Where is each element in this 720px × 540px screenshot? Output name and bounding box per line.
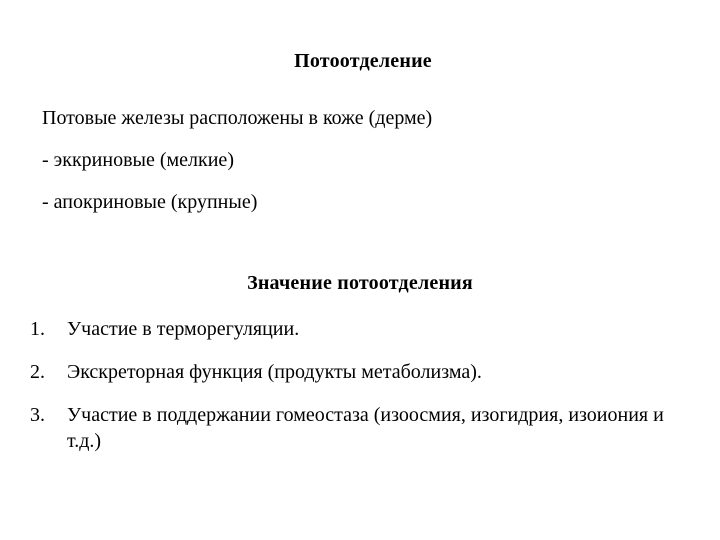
- list-item: [30, 402, 690, 454]
- gland-type-eccrine: - эккриновые (мелкие): [42, 149, 234, 171]
- list-item-number: 3.: [30, 404, 45, 426]
- heading-sweating-significance: Значение потоотделения: [247, 272, 473, 294]
- heading-sweating: [0, 50, 720, 73]
- list-item-text: Участие в терморегуляции.: [67, 318, 300, 340]
- list-item-number: 2.: [30, 361, 45, 383]
- intro-text: Потовые железы расположены в коже (дерме): [42, 107, 433, 129]
- gland-type-apocrine: - апокриновые (крупные): [42, 191, 258, 213]
- list-item-text: Экскреторная функция (продукты метаболизма).: [67, 361, 482, 383]
- list-item: [30, 359, 690, 385]
- heading-sweating-text: Потоотделение: [294, 50, 432, 72]
- significance-list: [30, 316, 690, 471]
- list-item-text: Участие в поддержании гомеостаза (изоосмия, изогидрия, изоиония и т.д.): [67, 404, 664, 452]
- list-item: [30, 316, 690, 342]
- list-item-number: 1.: [30, 318, 45, 340]
